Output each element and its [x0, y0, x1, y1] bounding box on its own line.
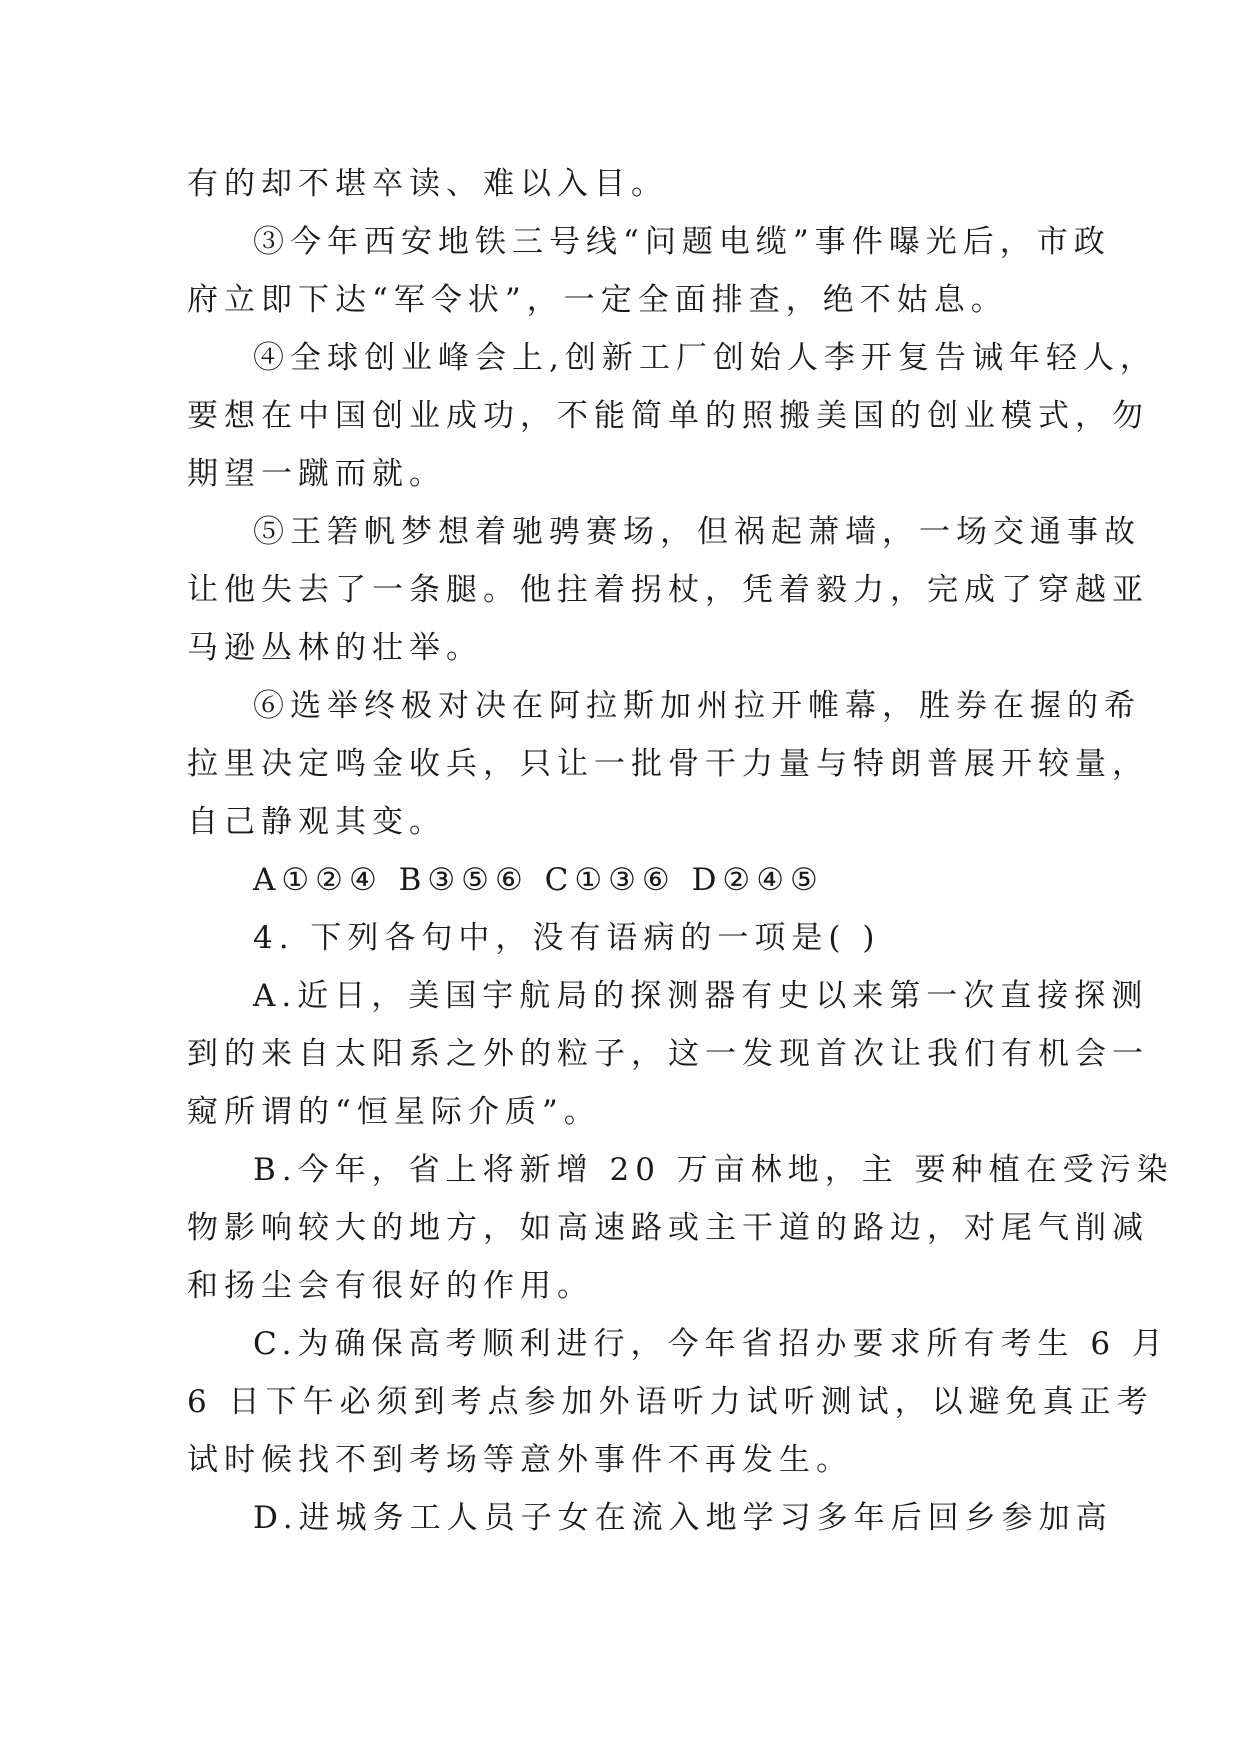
text-line: 物影响较大的地方，如高速路或主干道的路边，对尾气削减: [187, 1210, 1149, 1246]
text-line: 让他失去了一条腿。他拄着拐杖，凭着毅力，完成了穿越亚: [187, 572, 1149, 608]
text-line: 6 日下午必须到考点参加外语听力试听测试，以避免真正考: [187, 1384, 1154, 1420]
text-line: 府立即下达“军令状”，一定全面排查，绝不姑息。: [187, 282, 1008, 318]
text-line: ⑤王箬帆梦想着驰骋赛场，但祸起萧墙，一场交通事故: [253, 514, 1141, 550]
text-line: 有的却不堪卒读、难以入目。: [187, 166, 668, 202]
text-line: 试时候找不到考场等意外事件不再发生。: [187, 1442, 853, 1478]
text-line: 窥所谓的“恒星际介质”。: [187, 1094, 601, 1130]
text-line: B.今年，省上将新增 20 万亩林地，主 要种植在受污染: [253, 1152, 1174, 1188]
text-line: 4. 下列各句中，没有语病的一项是( ): [253, 920, 881, 956]
text-line: 到的来自太阳系之外的粒子，这一发现首次让我们有机会一: [187, 1036, 1149, 1072]
text-line: A.近日，美国宇航局的探测器有史以来第一次直接探测: [253, 978, 1149, 1014]
text-line: D.进城务工人员子女在流入地学习多年后回乡参加高: [253, 1500, 1113, 1536]
text-line: ③今年西安地铁三号线“问题电缆”事件曝光后，市政: [253, 224, 1111, 260]
text-line: C.为确保高考顺利进行，今年省招办要求所有考生 6 月: [253, 1326, 1169, 1362]
text-line: 拉里决定鸣金收兵，只让一批骨干力量与特朗普展开较量，: [187, 746, 1149, 782]
text-line: 自己静观其变。: [187, 804, 446, 840]
text-line: ④全球创业峰会上,创新工厂创始人李开复告诫年轻人，: [253, 340, 1157, 376]
body-text: [187, 155, 1174, 1547]
text-line: ⑥选举终极对决在阿拉斯加州拉开帷幕，胜券在握的希: [253, 688, 1141, 724]
text-line: 期望一蹴而就。: [187, 456, 446, 492]
text-line: 马逊丛林的壮举。: [187, 630, 483, 666]
text-line: 要想在中国创业成功，不能简单的照搬美国的创业模式，勿: [187, 398, 1149, 434]
text-line: A①②④ B③⑤⑥ C①③⑥ D②④⑤: [253, 862, 824, 898]
text-line: 和扬尘会有很好的作用。: [187, 1268, 594, 1304]
